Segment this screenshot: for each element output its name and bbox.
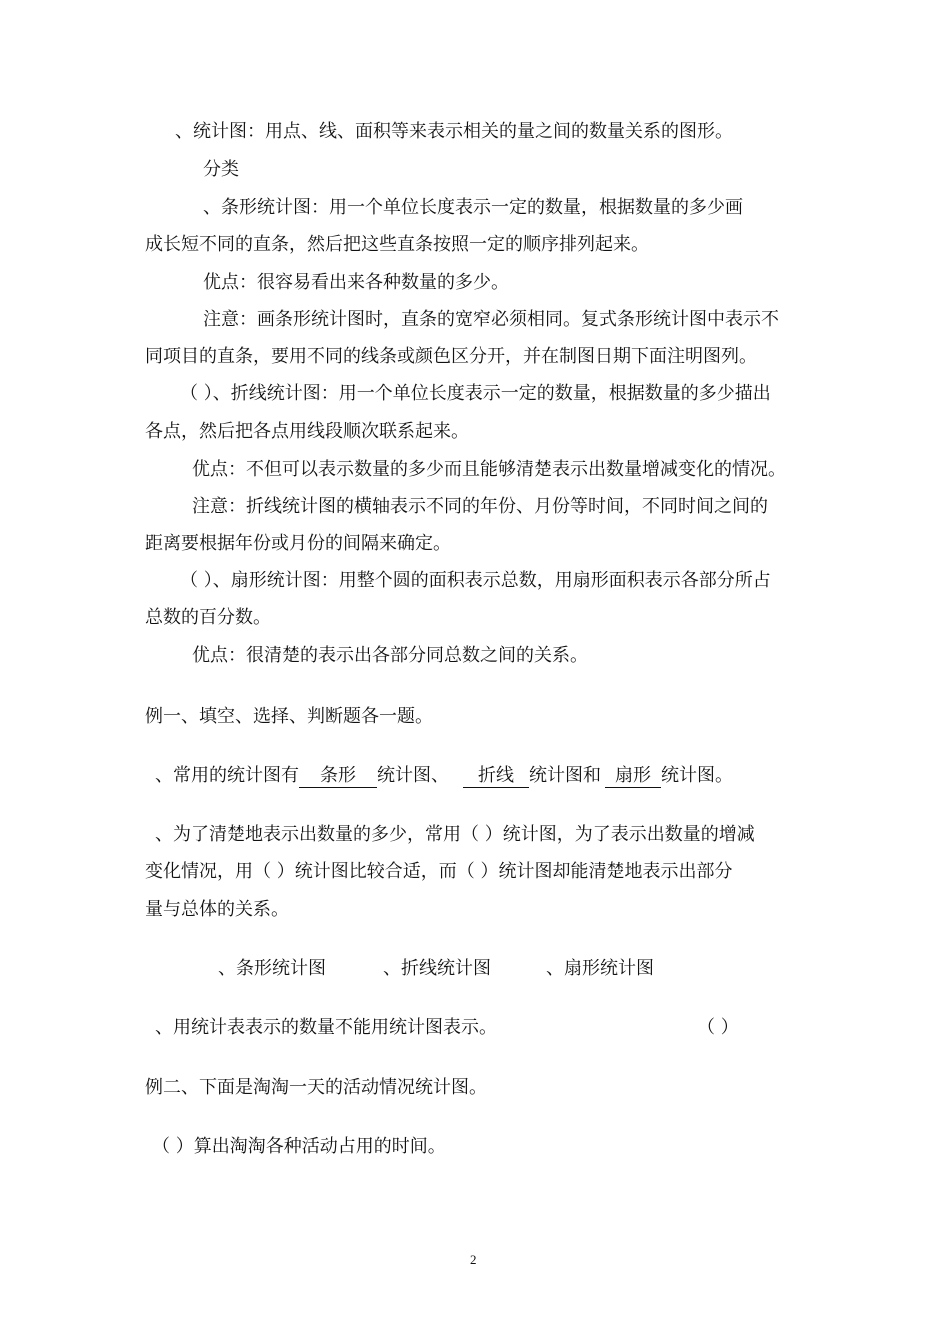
bar-chart-note-line1: 注意：画条形统计图时，直条的宽窄必须相同。复式条形统计图中表示不 — [203, 309, 779, 330]
pie-chart-definition-line2: 总数的百分数。 — [145, 607, 271, 628]
bar-chart-advantage: 优点：很容易看出来各种数量的多少。 — [203, 272, 509, 293]
bar-chart-definition-line2: 成长短不同的直条，然后把这些直条按照一定的顺序排列起来。 — [145, 234, 649, 255]
answer-blank-line[interactable]: 折线 — [463, 765, 529, 788]
line-chart-note-line2: 距离要根据年份或月份的间隔来确定。 — [145, 533, 451, 554]
q1-mid1: 统计图、 — [377, 765, 449, 786]
q1-mid2: 统计图和 — [529, 765, 601, 786]
q1-suffix: 统计图。 — [661, 765, 733, 786]
answer-blank-bar[interactable]: 条形 — [299, 765, 377, 788]
option-c[interactable]: 、扇形统计图 — [546, 958, 654, 979]
stat-chart-definition: 、统计图：用点、线、面积等来表示相关的量之间的数量关系的图形。 — [175, 121, 733, 142]
line-chart-definition-line2: 各点，然后把各点用线段顺次联系起来。 — [145, 421, 469, 442]
judgment-answer-bracket[interactable]: （ ） — [697, 1017, 739, 1038]
bar-chart-definition-line1: 、条形统计图：用一个单位长度表示一定的数量，根据数量的多少画 — [203, 197, 743, 218]
answer-blank-pie[interactable]: 扇形 — [605, 765, 661, 788]
q1-prefix: 、常用的统计图有 — [155, 765, 299, 786]
example1-question1 — [155, 764, 733, 788]
line-chart-definition-line1: （ ）、折线统计图：用一个单位长度表示一定的数量，根据数量的多少描出 — [180, 383, 771, 404]
option-b[interactable]: 、折线统计图 — [383, 958, 491, 979]
pie-chart-advantage: 优点：很清楚的表示出各部分同总数之间的关系。 — [192, 645, 588, 666]
line-chart-advantage: 优点：不但可以表示数量的多少而且能够清楚表示出数量增减变化的情况。 — [192, 459, 786, 480]
option-a[interactable]: 、条形统计图 — [218, 958, 326, 979]
example2-question1: （ ）算出淘淘各种活动占用的时间。 — [152, 1136, 446, 1157]
example1-question2-line3: 量与总体的关系。 — [145, 899, 289, 920]
pie-chart-definition-line1: （ ）、扇形统计图：用整个圆的面积表示总数，用扇形面积表示各部分所占 — [180, 570, 771, 591]
page-number: 2 — [470, 1252, 477, 1267]
example1-title: 例一、填空、选择、判断题各一题。 — [145, 706, 433, 727]
line-chart-note-line1: 注意：折线统计图的横轴表示不同的年份、月份等时间，不同时间之间的 — [192, 496, 768, 517]
example2-title: 例二、下面是淘淘一天的活动情况统计图。 — [145, 1077, 487, 1098]
bar-chart-note-line2: 同项目的直条，要用不同的线条或颜色区分开，并在制图日期下面注明图列。 — [145, 346, 757, 367]
example1-question3: 、用统计表表示的数量不能用统计图表示。 — [155, 1017, 497, 1038]
example1-question2-line1: 、为了清楚地表示出数量的多少，常用（ ）统计图，为了表示出数量的增减 — [155, 824, 755, 845]
category-heading: 分类 — [203, 159, 239, 180]
example1-question2-line2: 变化情况，用（ ）统计图比较合适，而（ ）统计图却能清楚地表示出部分 — [145, 861, 733, 882]
